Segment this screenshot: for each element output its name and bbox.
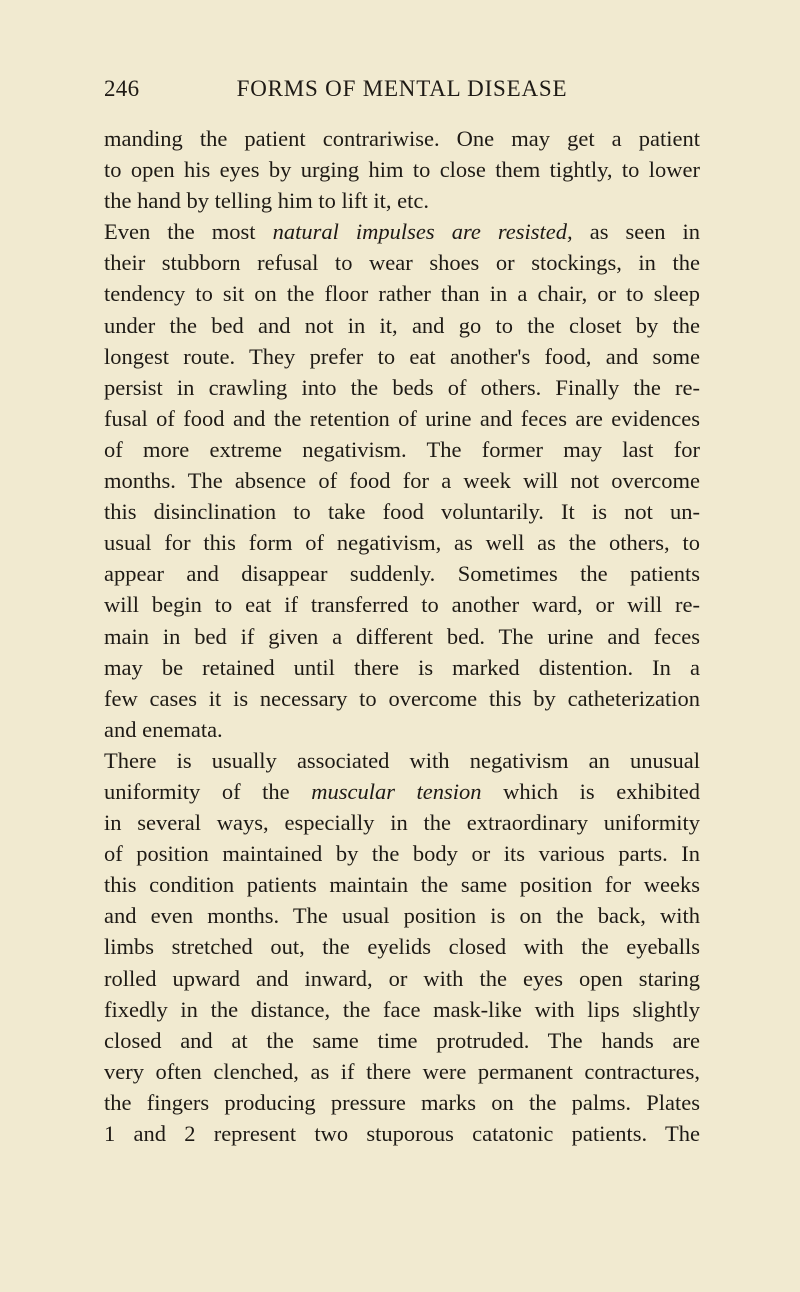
text-line: this condition patients maintain the same position for weeks bbox=[104, 872, 700, 898]
text-line: this disinclination to take food voluntarily. It is not un- bbox=[104, 499, 700, 525]
text-line: the hand by telling him to lift it, etc. bbox=[104, 188, 429, 214]
text-line: their stubborn refusal to wear shoes or stockings, in the bbox=[104, 250, 700, 276]
text-line: months. The absence of food for a week will not overcome bbox=[104, 468, 700, 494]
text-line: of position maintained by the body or its various parts. In bbox=[104, 841, 700, 867]
text-line bbox=[104, 776, 700, 807]
text-line: will begin to eat if transferred to another ward, or will re- bbox=[104, 592, 700, 618]
text-line bbox=[104, 216, 700, 247]
text-line: to open his eyes by urging him to close them tightly, to lower bbox=[104, 157, 700, 183]
text-line: closed and at the same time protruded. The hands are bbox=[104, 1027, 700, 1053]
page-number: 246 bbox=[104, 76, 140, 101]
text-line: and enemata. bbox=[104, 716, 223, 742]
text-line: fusal of food and the retention of urine and feces are evidences bbox=[104, 405, 700, 431]
text-line: the fingers producing pressure marks on the palms. Plates bbox=[104, 1089, 700, 1115]
text-line: tendency to sit on the floor rather than in a chair, or to sleep bbox=[104, 281, 700, 307]
text-line: There is usually associated with negativism an unusual bbox=[104, 747, 700, 773]
text-line: few cases it is necessary to overcome this by catheterization bbox=[104, 685, 700, 711]
running-title: FORMS OF MENTAL DISEASE bbox=[236, 76, 568, 101]
text-line: in several ways, especially in the extraordinary uniformity bbox=[104, 810, 700, 836]
text-line: manding the patient contrariwise. One may get a patient bbox=[104, 126, 700, 151]
text-line: and even months. The usual position is on the back, with bbox=[104, 903, 700, 929]
text-segment: uniformity of the bbox=[104, 778, 290, 804]
body-text bbox=[104, 123, 700, 1149]
text-line: very often clenched, as if there were permanent contractures, bbox=[104, 1058, 700, 1084]
text-line: appear and disappear suddenly. Sometimes the patients bbox=[104, 561, 700, 587]
text-line: under the bed and not in it, and go to the closet by the bbox=[104, 312, 700, 338]
text-segment: Even the most bbox=[104, 219, 256, 245]
text-line: of more extreme negativism. The former may last for bbox=[104, 436, 700, 462]
text-line: fixedly in the distance, the face mask-like with lips slightly bbox=[104, 996, 700, 1022]
text-line: main in bed if given a different bed. The urine and feces bbox=[104, 623, 700, 649]
text-line: rolled upward and inward, or with the eyes open staring bbox=[104, 965, 700, 991]
emphasis-text: natural impulses are resisted, bbox=[272, 219, 573, 245]
text-segment: as seen in bbox=[589, 219, 701, 245]
text-line: limbs stretched out, the eyelids closed with the eyeballs bbox=[104, 934, 700, 960]
emphasis-text: muscular tension bbox=[311, 778, 482, 804]
text-line: may be retained until there is marked distention. In a bbox=[104, 654, 700, 680]
text-segment: which is exhibited bbox=[503, 778, 700, 804]
text-line: persist in crawling into the beds of others. Finally the re- bbox=[104, 374, 700, 400]
text-line: usual for this form of negativism, as well as the others, to bbox=[104, 530, 700, 556]
text-line: longest route. They prefer to eat another's food, and some bbox=[104, 343, 700, 369]
page-header bbox=[104, 72, 700, 108]
text-line: 1 and 2 represent two stuporous catatonic patients. The bbox=[104, 1121, 700, 1146]
